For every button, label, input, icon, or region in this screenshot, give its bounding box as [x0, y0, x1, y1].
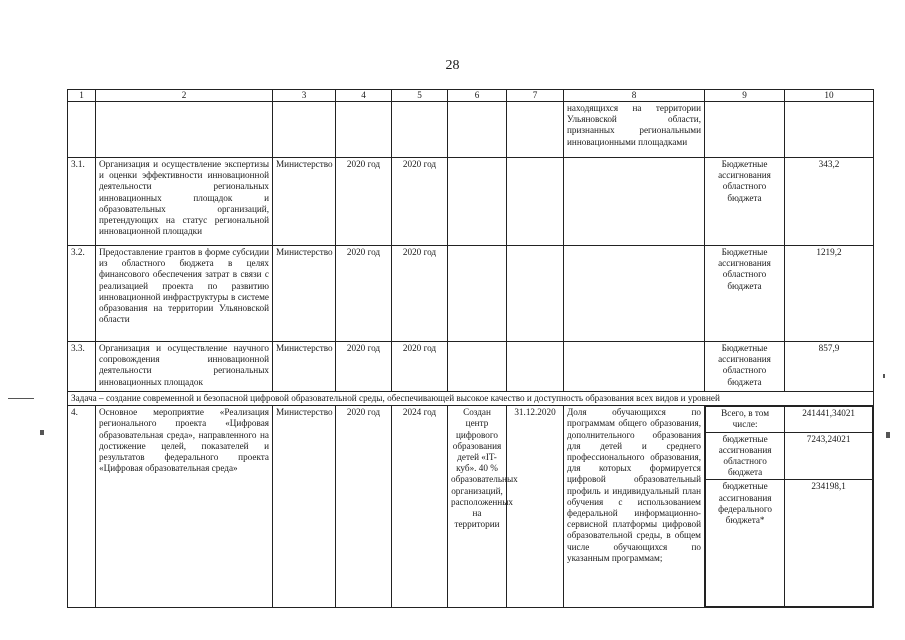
header-cell: 4	[336, 90, 392, 102]
table-row	[68, 246, 874, 342]
cell-num: 4.	[68, 406, 96, 608]
table-row	[68, 406, 874, 608]
funding-amount: 241441,34021	[785, 407, 873, 432]
header-cell: 5	[392, 90, 448, 102]
table-row	[68, 342, 874, 392]
cell-date	[507, 158, 564, 246]
header-cell: 7	[507, 90, 564, 102]
cell-start: 2020 год	[336, 158, 392, 246]
page-number: 28	[445, 58, 460, 73]
cell-num: 3.2.	[68, 246, 96, 342]
funding-amount: 234198,1	[785, 480, 873, 607]
cell-indicator: Доля обучающихся по программам общего образования, дополнительного образования для детей и среднего профессионального образования, для которых формируется цифровой образовательный профиль и индивидуальный план обучения с использованием федеральной информационно-сервисной платформы цифровой образовательной среды, в общем числе обучающихся по указанным программам;	[564, 406, 705, 608]
cell-result	[448, 158, 507, 246]
cell-name	[96, 102, 273, 158]
cell-source: Бюджетные ассигнования областного бюджета	[705, 342, 785, 392]
cell-name: Основное мероприятие «Реализация регионального проекта «Цифровая образовательная среда», направленного на достижение целей, показателей и результатов федерального проекта «Цифровая образовательная среда»	[96, 406, 273, 608]
header-cell: 9	[705, 90, 785, 102]
cell-end: 2020 год	[392, 158, 448, 246]
cell-amount	[785, 102, 874, 158]
cell-date: 31.12.2020	[507, 406, 564, 608]
cell-exec	[273, 102, 336, 158]
cell-end: 2020 год	[392, 342, 448, 392]
cell-name: Организация и осуществление научного сопровождения инновационной деятельности региональных инновационных площадок	[96, 342, 273, 392]
cell-name: Предоставление грантов в форме субсидии из областного бюджета в целях финансового обеспечения затрат в связи с реализацией проекта по развитию инновационной инфраструктуры в системе образования на территории Ульяновской области	[96, 246, 273, 342]
cell-start: 2020 год	[336, 406, 392, 608]
cell-end: 2020 год	[392, 246, 448, 342]
cell-exec: Министерство	[273, 406, 336, 608]
header-cell: 10	[785, 90, 874, 102]
header-cell: 6	[448, 90, 507, 102]
cell-result: Создан центр цифрового образования детей «IT-куб». 40 % образовательных организаций, расположенных на территории	[448, 406, 507, 608]
cell-indicator	[564, 246, 705, 342]
cell-num	[68, 102, 96, 158]
task-row	[68, 392, 874, 406]
funding-row	[706, 432, 873, 480]
cell-amount: 1219,2	[785, 246, 874, 342]
cell-exec: Министерство	[273, 246, 336, 342]
header-cell: 1	[68, 90, 96, 102]
cell-num: 3.3.	[68, 342, 96, 392]
scan-artifact	[8, 398, 34, 399]
cell-result	[448, 342, 507, 392]
cell-exec: Министерство	[273, 342, 336, 392]
cell-source: Бюджетные ассигнования областного бюджета	[705, 246, 785, 342]
cell-amount: 343,2	[785, 158, 874, 246]
task-text: Задача – создание современной и безопасной цифровой образовательной среды, обеспечивающей высокое качество и доступность образования всех видов и уровней	[68, 392, 874, 406]
header-cell: 2	[96, 90, 273, 102]
table-row	[68, 158, 874, 246]
cell-start: 2020 год	[336, 246, 392, 342]
cell-amount: 857,9	[785, 342, 874, 392]
cell-indicator	[564, 158, 705, 246]
header-row	[68, 90, 874, 102]
cell-result	[448, 246, 507, 342]
cell-name: Организация и осуществление экспертизы и оценки эффективности инновационной деятельности региональных инновационных площадок и образовательных организаций, претендующих на статус региональной инновационной площадки	[96, 158, 273, 246]
scan-artifact	[886, 432, 890, 438]
cell-source: Бюджетные ассигнования областного бюджета	[705, 158, 785, 246]
funding-row	[706, 480, 873, 607]
cell-result	[448, 102, 507, 158]
cell-start: 2020 год	[336, 342, 392, 392]
funding-cell	[705, 406, 874, 608]
header-cell: 8	[564, 90, 705, 102]
funding-table	[705, 406, 873, 607]
cell-date	[507, 342, 564, 392]
funding-source: Всего, в том числе:	[706, 407, 785, 432]
cell-date	[507, 246, 564, 342]
cell-source	[705, 102, 785, 158]
cell-end: 2024 год	[392, 406, 448, 608]
cell-date	[507, 102, 564, 158]
cell-start	[336, 102, 392, 158]
funding-source: бюджетные ассигнования областного бюджета	[706, 432, 785, 480]
cell-indicator: находящихся на территории Ульяновской области, признанных региональными инновационными площадками	[564, 102, 705, 158]
cell-exec: Министерство	[273, 158, 336, 246]
header-cell: 3	[273, 90, 336, 102]
program-table	[67, 89, 874, 608]
table-row	[68, 102, 874, 158]
funding-amount: 7243,24021	[785, 432, 873, 480]
funding-row	[706, 407, 873, 432]
scan-artifact	[40, 430, 44, 435]
cell-end	[392, 102, 448, 158]
cell-indicator	[564, 342, 705, 392]
scan-artifact	[883, 374, 885, 378]
cell-num: 3.1.	[68, 158, 96, 246]
funding-source: бюджетные ассигнования федерального бюджета*	[706, 480, 785, 607]
